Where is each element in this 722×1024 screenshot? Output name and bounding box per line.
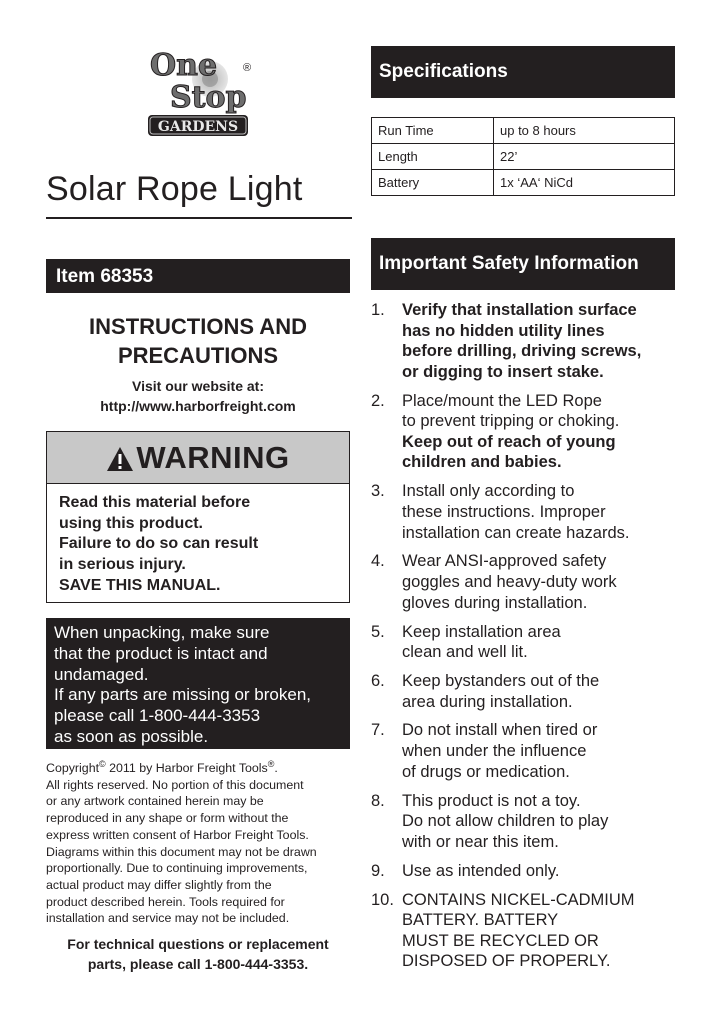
list-item-line: Keep installation area <box>402 622 561 641</box>
list-item-line: children and babies. <box>402 453 562 472</box>
list-item-text <box>402 720 691 782</box>
list-item-line: Keep bystanders out of the <box>402 671 600 690</box>
spec-value: 1x ‘AA‘ NiCd <box>494 170 675 196</box>
list-item-line: installation can create hazards. <box>402 523 630 542</box>
specifications-heading: Specifications <box>379 61 508 82</box>
copyright-line: reproduced in any shape or form without the <box>46 811 289 826</box>
instructions-heading-line: PRECAUTIONS <box>117 343 279 368</box>
warning-line: using this product. <box>59 514 203 532</box>
unpacking-notice <box>46 618 350 749</box>
list-item-number: 6. <box>371 671 385 690</box>
list-item-text <box>402 791 691 853</box>
list-item-text <box>402 300 691 382</box>
unpacking-line: please call 1-800-444-3353 <box>54 706 261 726</box>
list-item-number: 3. <box>371 482 385 501</box>
spec-label: Length <box>372 144 494 170</box>
copyright-line: Diagrams within this document may not be drawn <box>46 844 317 859</box>
list-item-line: Keep out of reach of young <box>402 432 616 451</box>
list-item-line: DISPOSED OF PROPERLY. <box>402 952 611 971</box>
list-item <box>371 481 691 543</box>
list-item-line: area during installation. <box>402 692 573 711</box>
website-url[interactable]: http://www.harborfreight.com <box>100 398 296 414</box>
list-item-text <box>402 890 691 972</box>
list-item <box>371 791 691 853</box>
list-item-line: or digging to insert stake. <box>402 362 604 381</box>
list-item-line: Use as intended only. <box>402 861 560 880</box>
technical-line: parts, please call 1-800-444-3353. <box>87 956 309 972</box>
list-item-line: with or near this item. <box>402 832 559 851</box>
item-number: Item 68353 <box>56 266 154 287</box>
list-item-number: 4. <box>371 552 385 571</box>
list-item-line: before drilling, driving screws, <box>402 342 642 361</box>
instructions-heading <box>46 312 350 370</box>
list-item-line: of drugs or medication. <box>402 762 570 781</box>
logo-word-one: One <box>150 48 218 83</box>
spec-value: 22’ <box>494 144 675 170</box>
list-item-text <box>402 391 691 473</box>
list-item <box>371 622 691 663</box>
list-item-line: gloves during installation. <box>402 593 588 612</box>
product-title: Solar Rope Light <box>46 170 352 219</box>
list-item <box>371 890 691 972</box>
warning-text <box>47 484 349 597</box>
list-item-line: This product is not a toy. <box>402 791 581 810</box>
copyright-line: product described herein. Tools required for <box>46 894 285 909</box>
warning-label: WARNING <box>136 439 290 475</box>
list-item <box>371 720 691 782</box>
copyright-line: proportionally. Due to continuing improvements, <box>46 861 308 876</box>
list-item-text <box>402 861 691 882</box>
unpacking-line: as soon as possible. <box>54 726 209 746</box>
table-row <box>372 144 675 170</box>
list-item-line: has no hidden utility lines <box>402 321 605 340</box>
list-item <box>371 391 691 473</box>
safety-header <box>371 238 675 290</box>
list-item-number: 5. <box>371 622 385 641</box>
copyright-line: Copyright© 2011 by Harbor Freight Tools®. <box>46 758 278 775</box>
website-block <box>46 376 350 416</box>
warning-line: Failure to do so can result <box>59 535 259 553</box>
one-stop-gardens-logo <box>140 45 260 141</box>
list-item-line: Do not allow children to play <box>402 812 609 831</box>
warning-header <box>47 432 349 484</box>
list-item-line: when under the influence <box>402 742 587 761</box>
specifications-header <box>371 46 675 98</box>
list-item-number: 1. <box>371 301 385 319</box>
unpacking-line: If any parts are missing or broken, <box>54 685 312 705</box>
list-item-line: clean and well lit. <box>402 643 528 662</box>
list-item-line: Place/mount the LED Rope <box>402 391 602 410</box>
list-item-number: 7. <box>371 721 385 740</box>
registered-mark: ® <box>243 62 252 74</box>
registered-mark: ® <box>267 758 275 769</box>
list-item-line: Verify that installation surface <box>402 301 637 319</box>
copyright-line: All rights reserved. No portion of this document <box>46 777 304 792</box>
list-item-line: to prevent tripping or choking. <box>402 412 620 431</box>
safety-list <box>371 300 691 980</box>
copyright-mark: © <box>99 758 106 769</box>
warning-line: in serious injury. <box>59 556 186 574</box>
specifications-table <box>371 117 675 196</box>
warning-line: Read this material before <box>59 494 251 511</box>
technical-line: For technical questions or replacement <box>67 936 329 952</box>
list-item-line: BATTERY. BATTERY <box>402 911 559 930</box>
list-item-line: Install only according to <box>402 482 575 501</box>
technical-support-note <box>46 934 350 974</box>
list-item <box>371 671 691 712</box>
unpacking-line: When unpacking, make sure <box>54 623 270 642</box>
list-item-number: 2. <box>371 391 385 410</box>
logo-word-stop: Stop <box>170 80 247 115</box>
spec-label: Battery <box>372 170 494 196</box>
copyright-line: express written consent of Harbor Freight Tools. <box>46 827 309 842</box>
copyright-notice <box>46 760 352 927</box>
list-item-number: 10. <box>371 890 394 909</box>
spec-value: up to 8 hours <box>494 118 675 144</box>
unpacking-line: undamaged. <box>54 664 149 684</box>
safety-heading: Important Safety Information <box>379 253 639 274</box>
warning-box <box>46 431 350 603</box>
website-label: Visit our website at: <box>132 378 264 394</box>
instructions-heading-line: INSTRUCTIONS AND <box>89 314 307 339</box>
list-item-text <box>402 671 691 712</box>
list-item-line: CONTAINS NICKEL-CADMIUM <box>402 890 635 909</box>
spec-label: Run Time <box>372 118 494 144</box>
list-item-line: goggles and heavy-duty work <box>402 573 617 592</box>
list-item-number: 8. <box>371 791 385 810</box>
item-number-bar <box>46 259 350 293</box>
list-item-line: these instructions. Improper <box>402 502 606 521</box>
copyright-line: actual product may differ slightly from the <box>46 877 272 892</box>
logo-word-gardens: GARDENS <box>157 119 239 135</box>
list-item-text <box>402 551 691 613</box>
list-item-text <box>402 481 691 543</box>
list-item <box>371 300 691 382</box>
list-item-number: 9. <box>371 861 385 880</box>
warning-line: SAVE THIS MANUAL. <box>59 576 221 594</box>
list-item <box>371 551 691 613</box>
table-row <box>372 118 675 144</box>
unpacking-line: that the product is intact and <box>54 643 268 663</box>
list-item-text <box>402 622 691 663</box>
list-item-line: Do not install when tired or <box>402 721 598 740</box>
list-item-line: Wear ANSI-approved safety <box>402 552 607 571</box>
table-row <box>372 170 675 196</box>
warning-triangle-icon <box>106 446 134 472</box>
copyright-line: or any artwork contained herein may be <box>46 794 264 809</box>
copyright-line: installation and service may not be included. <box>46 911 290 926</box>
list-item <box>371 861 691 882</box>
list-item-line: MUST BE RECYCLED OR <box>402 931 599 950</box>
